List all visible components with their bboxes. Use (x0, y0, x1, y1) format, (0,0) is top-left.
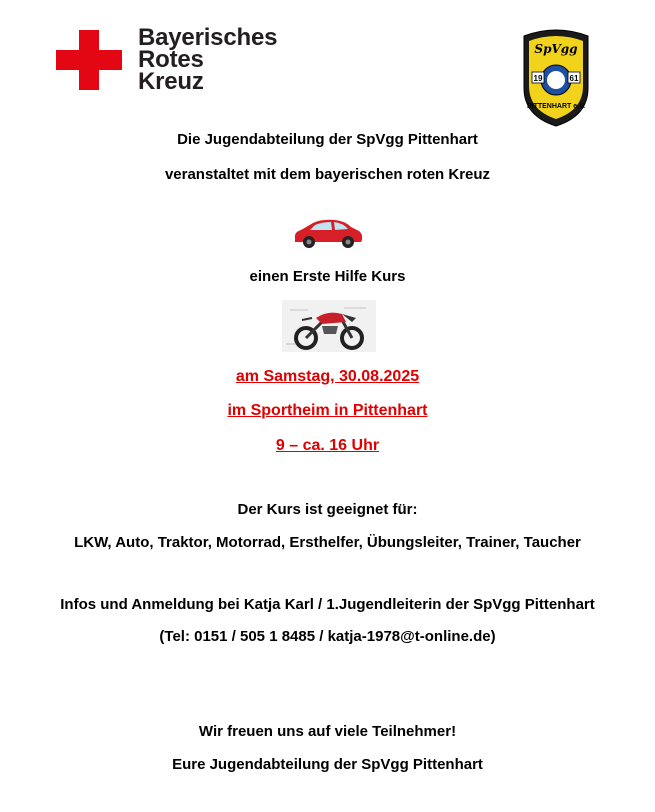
car-icon (291, 214, 365, 250)
club-name-bottom: PITTENHART e.V. (526, 103, 586, 110)
club-crest-logo (520, 28, 592, 128)
contact-line: (Tel: 0151 / 505 1 8485 / katja-1978@t-online.de) (159, 628, 496, 645)
motorcycle-icon (282, 300, 376, 352)
info-line: Infos und Anmeldung bei Katja Karl / 1.Jugendleiterin der SpVgg Pittenhart (60, 596, 595, 613)
intro-line-2: veranstaltet mit dem bayerischen roten Kreuz (164, 166, 491, 183)
suitable-heading: Der Kurs ist geeignet für: (237, 501, 418, 518)
course-location: im Sportheim in Pittenhart (227, 402, 428, 419)
course-line: einen Erste Hilfe Kurs (249, 268, 406, 285)
club-year-left: 19 (533, 74, 543, 83)
club-name-top: SpVgg (534, 42, 578, 56)
closing-line-1: Wir freuen uns auf viele Teilnehmer! (198, 723, 457, 740)
course-date: am Samstag, 30.08.2025 (235, 368, 420, 385)
closing-line-2: Eure Jugendabteilung der SpVgg Pittenhart (172, 756, 483, 773)
suitable-list: LKW, Auto, Traktor, Motorrad, Ersthelfer, Übungsleiter, Trainer, Taucher (74, 534, 581, 551)
brk-wordmark (138, 24, 278, 95)
course-time: 9 – ca. 16 Uhr (275, 437, 380, 454)
red-cross-icon (56, 30, 122, 90)
brk-line-1: Bayerisches (138, 24, 278, 51)
brk-line-3: Kreuz (138, 68, 204, 95)
brk-line-2: Rotes (138, 46, 204, 73)
intro-line-1: Die Jugendabteilung der SpVgg Pittenhart (177, 131, 478, 148)
club-year-right: 61 (569, 74, 579, 83)
